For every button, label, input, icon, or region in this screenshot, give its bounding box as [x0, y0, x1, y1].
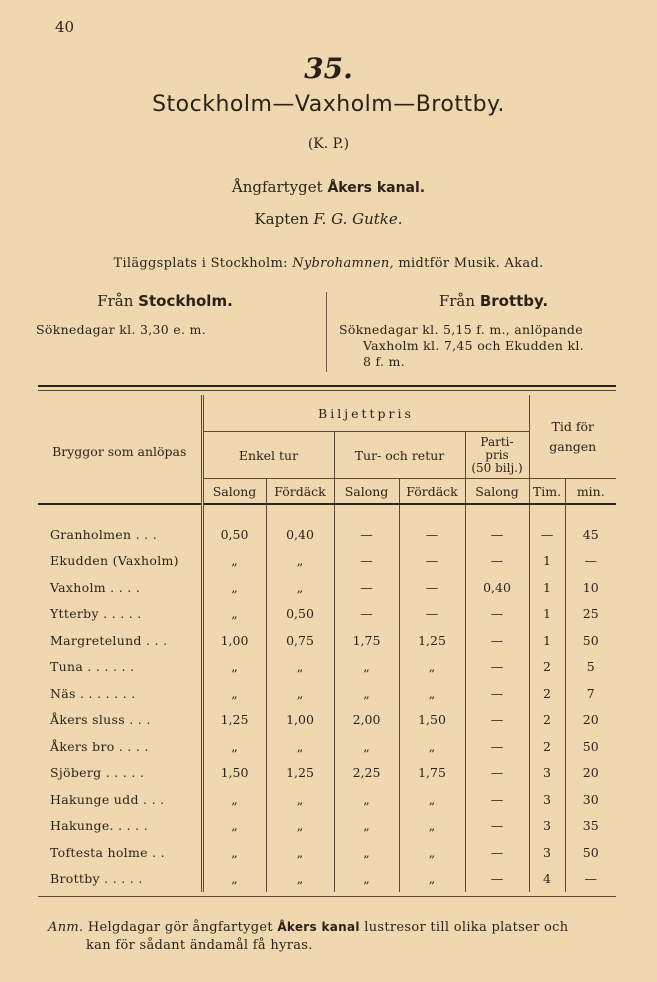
time-minutes-cell: 20 — [565, 707, 616, 734]
time-minutes-cell: 50 — [565, 839, 616, 866]
berth-place: Nybrohamnen, — [292, 256, 394, 271]
footnote-text1: Helgdagar gör ångfartyget — [87, 920, 273, 935]
time-minutes-cell: 45 — [565, 521, 616, 548]
steamer-line — [0, 178, 657, 196]
header-party-line3: (50 bilj.) — [471, 460, 523, 475]
return-salon-cell: „ — [334, 680, 399, 707]
return-salon-cell: 2,25 — [334, 760, 399, 787]
berth-suffix: midtför Musik. Akad. — [398, 256, 544, 271]
footnote-label: Anm. — [48, 920, 84, 935]
table-row — [38, 866, 616, 893]
stop-name-cell: Brottby . . . . . — [38, 866, 202, 893]
header-party-line2: pris — [485, 447, 509, 462]
fare-table — [38, 395, 616, 892]
footnote-line2: kan för sådant ändamål få hyras. — [86, 938, 313, 953]
party-salon-cell: — — [465, 548, 529, 575]
steamer-prefix: Ångfartyget — [231, 178, 323, 196]
from-brottby-line3: 8 f. m. — [363, 354, 405, 369]
party-salon-cell: — — [465, 601, 529, 628]
return-deck-cell: „ — [399, 866, 465, 893]
return-salon-cell: „ — [334, 866, 399, 893]
single-salon-cell: 1,50 — [202, 760, 266, 787]
table-row — [38, 627, 616, 654]
header-party — [465, 432, 529, 479]
table-row — [38, 574, 616, 601]
return-salon-cell: 1,75 — [334, 627, 399, 654]
single-deck-cell: „ — [266, 680, 334, 707]
return-salon-cell: „ — [334, 813, 399, 840]
single-deck-cell: „ — [266, 548, 334, 575]
header-stops: Bryggor som anlöpas — [38, 395, 202, 504]
header-ticket-price: Biljettpris — [202, 395, 529, 432]
table-row — [38, 654, 616, 681]
stop-name-cell: Margretelund . . . — [38, 627, 202, 654]
table-row — [38, 680, 616, 707]
time-minutes-cell: 10 — [565, 574, 616, 601]
table-spacer — [38, 504, 616, 521]
time-hours-cell: 3 — [529, 839, 565, 866]
single-deck-cell: 0,75 — [266, 627, 334, 654]
time-minutes-cell: — — [565, 866, 616, 893]
route-number: 35. — [304, 52, 353, 85]
single-deck-cell: „ — [266, 574, 334, 601]
single-salon-cell: „ — [202, 680, 266, 707]
party-salon-cell: — — [465, 866, 529, 893]
from-stockholm-heading — [0, 292, 330, 310]
stop-name-cell: Hakunge. . . . . — [38, 813, 202, 840]
return-salon-cell: „ — [334, 839, 399, 866]
stop-name-cell: Toftesta holme . . — [38, 839, 202, 866]
return-salon-cell: — — [334, 521, 399, 548]
single-deck-cell: „ — [266, 786, 334, 813]
time-hours-cell: 2 — [529, 707, 565, 734]
header-return: Tur- och retur — [334, 432, 465, 479]
return-salon-cell: — — [334, 548, 399, 575]
table-top-rule-inner — [38, 390, 616, 391]
time-minutes-cell: 5 — [565, 654, 616, 681]
time-minutes-cell: 7 — [565, 680, 616, 707]
party-salon-cell: — — [465, 839, 529, 866]
stop-name-cell: Åkers sluss . . . — [38, 707, 202, 734]
party-salon-cell: — — [465, 707, 529, 734]
stop-name-cell: Ytterby . . . . . — [38, 601, 202, 628]
single-salon-cell: 1,00 — [202, 627, 266, 654]
single-salon-cell: „ — [202, 654, 266, 681]
departures-divider — [326, 292, 327, 372]
time-minutes-cell: — — [565, 548, 616, 575]
single-salon-cell: „ — [202, 813, 266, 840]
table-row — [38, 813, 616, 840]
from-brottby-line2: Vaxholm kl. 7,45 och Ekudden kl. — [363, 338, 584, 353]
stop-name-cell: Ekudden (Vaxholm) — [38, 548, 202, 575]
time-hours-cell: 2 — [529, 680, 565, 707]
time-hours-cell: 1 — [529, 574, 565, 601]
table-row — [38, 839, 616, 866]
stop-name-cell: Näs . . . . . . . — [38, 680, 202, 707]
table-row — [38, 601, 616, 628]
party-salon-cell: — — [465, 760, 529, 787]
berth-line — [0, 256, 657, 271]
return-deck-cell: „ — [399, 786, 465, 813]
table-bottom-rule — [38, 896, 616, 897]
party-salon-cell: — — [465, 733, 529, 760]
time-hours-cell: — — [529, 521, 565, 548]
time-hours-cell: 3 — [529, 760, 565, 787]
from-stockholm-times: Söknedagar kl. 3,30 e. m. — [36, 322, 206, 337]
page-number: 40 — [55, 18, 75, 36]
from-brottby-prefix: Från — [438, 292, 476, 310]
steamer-name: Åkers kanal. — [327, 180, 426, 196]
header-deck-return: Fördäck — [399, 479, 465, 505]
return-salon-cell: „ — [334, 654, 399, 681]
from-brottby-heading — [330, 292, 657, 310]
return-deck-cell: — — [399, 521, 465, 548]
return-deck-cell: „ — [399, 733, 465, 760]
header-salon-return: Salong — [334, 479, 399, 505]
return-deck-cell: „ — [399, 813, 465, 840]
from-stockholm-place: Stockholm. — [138, 292, 233, 310]
time-hours-cell: 1 — [529, 548, 565, 575]
single-salon-cell: „ — [202, 866, 266, 893]
stop-name-cell: Hakunge udd . . . — [38, 786, 202, 813]
return-deck-cell: — — [399, 574, 465, 601]
header-party-line1: Parti- — [480, 434, 514, 449]
table-row — [38, 707, 616, 734]
party-salon-cell: — — [465, 654, 529, 681]
header-hours: Tim. — [529, 479, 565, 505]
party-salon-cell: — — [465, 813, 529, 840]
return-deck-cell: — — [399, 548, 465, 575]
single-salon-cell: „ — [202, 786, 266, 813]
captain-line — [0, 210, 657, 228]
header-minutes: min. — [565, 479, 616, 505]
footnote — [48, 918, 618, 955]
party-salon-cell: — — [465, 786, 529, 813]
stop-name-cell: Granholmen . . . — [38, 521, 202, 548]
time-minutes-cell: 35 — [565, 813, 616, 840]
header-time: Tid för gangen — [529, 395, 616, 479]
time-hours-cell: 1 — [529, 627, 565, 654]
table-row — [38, 548, 616, 575]
footnote-ship: Åkers kanal — [277, 920, 360, 934]
time-minutes-cell: 30 — [565, 786, 616, 813]
single-salon-cell: 0,50 — [202, 521, 266, 548]
return-salon-cell: — — [334, 601, 399, 628]
time-minutes-cell: 50 — [565, 627, 616, 654]
time-minutes-cell: 25 — [565, 601, 616, 628]
return-deck-cell: „ — [399, 654, 465, 681]
time-hours-cell: 3 — [529, 813, 565, 840]
single-deck-cell: 0,50 — [266, 601, 334, 628]
fare-rows — [38, 521, 616, 892]
from-brottby-line1: Söknedagar kl. 5,15 f. m., anlöpande — [339, 322, 583, 337]
party-salon-cell: — — [465, 680, 529, 707]
from-brottby-place: Brottby. — [479, 292, 549, 310]
captain-name: F. G. Gutke. — [313, 210, 403, 228]
time-hours-cell: 3 — [529, 786, 565, 813]
return-salon-cell: „ — [334, 786, 399, 813]
party-salon-cell: 0,40 — [465, 574, 529, 601]
return-deck-cell: 1,75 — [399, 760, 465, 787]
single-salon-cell: 1,25 — [202, 707, 266, 734]
footnote-text2: lustresor till olika platser och — [364, 920, 569, 935]
header-single: Enkel tur — [202, 432, 334, 479]
time-hours-cell: 2 — [529, 733, 565, 760]
return-deck-cell: 1,50 — [399, 707, 465, 734]
table-row — [38, 521, 616, 548]
single-salon-cell: „ — [202, 574, 266, 601]
time-hours-cell: 2 — [529, 654, 565, 681]
stop-name-cell: Tuna . . . . . . — [38, 654, 202, 681]
captain-prefix: Kapten — [254, 210, 309, 228]
single-deck-cell: „ — [266, 733, 334, 760]
single-deck-cell: „ — [266, 839, 334, 866]
stop-name-cell: Åkers bro . . . . — [38, 733, 202, 760]
single-deck-cell: „ — [266, 654, 334, 681]
route-code: (K. P.) — [307, 136, 350, 152]
return-deck-cell: „ — [399, 839, 465, 866]
single-deck-cell: „ — [266, 813, 334, 840]
table-row — [38, 760, 616, 787]
single-salon-cell: „ — [202, 733, 266, 760]
single-salon-cell: „ — [202, 548, 266, 575]
stop-name-cell: Sjöberg . . . . . — [38, 760, 202, 787]
stop-name-cell: Vaxholm . . . . — [38, 574, 202, 601]
time-minutes-cell: 20 — [565, 760, 616, 787]
time-minutes-cell: 50 — [565, 733, 616, 760]
party-salon-cell: — — [465, 521, 529, 548]
header-deck: Fördäck — [266, 479, 334, 505]
from-stockholm-prefix: Från — [97, 292, 134, 310]
header-salon: Salong — [202, 479, 266, 505]
berth-prefix: Tiläggsplats i Stockholm: — [113, 256, 288, 271]
return-salon-cell: „ — [334, 733, 399, 760]
time-hours-cell: 4 — [529, 866, 565, 893]
return-deck-cell: — — [399, 601, 465, 628]
route-title: Stockholm—Vaxholm—Brottby. — [152, 92, 505, 117]
party-salon-cell: — — [465, 627, 529, 654]
time-hours-cell: 1 — [529, 601, 565, 628]
single-salon-cell: „ — [202, 601, 266, 628]
return-salon-cell: 2,00 — [334, 707, 399, 734]
table-top-rule — [38, 385, 616, 387]
table-row — [38, 786, 616, 813]
return-deck-cell: „ — [399, 680, 465, 707]
return-salon-cell: — — [334, 574, 399, 601]
return-deck-cell: 1,25 — [399, 627, 465, 654]
header-salon-party: Salong — [465, 479, 529, 505]
table-row — [38, 733, 616, 760]
single-deck-cell: 0,40 — [266, 521, 334, 548]
single-deck-cell: „ — [266, 866, 334, 893]
single-deck-cell: 1,00 — [266, 707, 334, 734]
single-salon-cell: „ — [202, 839, 266, 866]
single-deck-cell: 1,25 — [266, 760, 334, 787]
